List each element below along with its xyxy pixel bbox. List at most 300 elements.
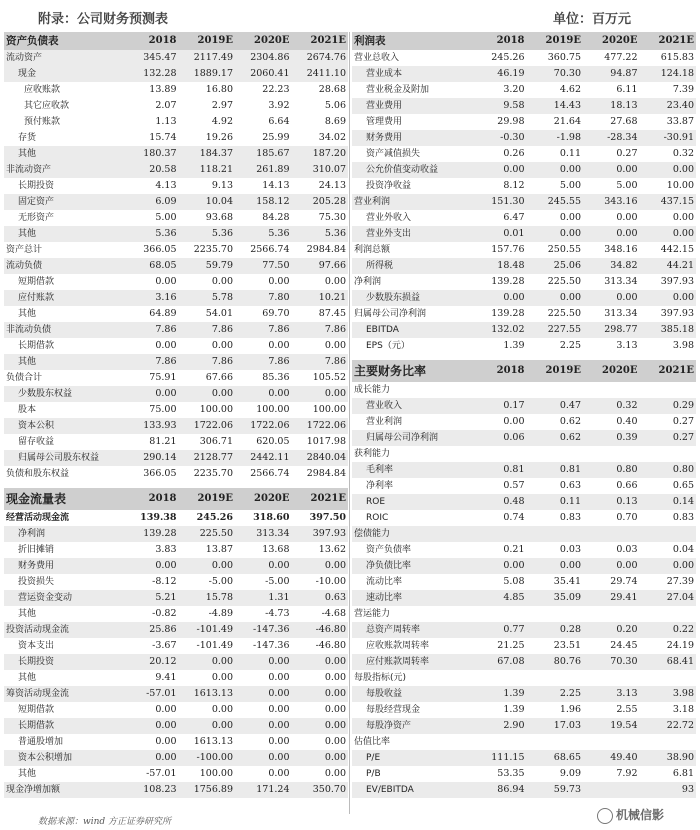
row-value: 185.67 <box>235 146 292 162</box>
row-label: P/E <box>352 750 470 766</box>
row-value: 0.26 <box>503 148 525 159</box>
table-row <box>4 702 348 718</box>
row-value: 5.36 <box>292 226 349 242</box>
table-row <box>4 782 348 798</box>
row-value: 100.00 <box>199 768 233 779</box>
row-label: 现金 <box>4 66 122 82</box>
row-value: 1.39 <box>503 340 525 351</box>
year-header: 2019E <box>527 32 584 50</box>
row-value: 0.00 <box>470 558 527 574</box>
table-row <box>4 606 348 622</box>
table-row <box>352 606 696 622</box>
row-value: 0.00 <box>211 340 233 351</box>
row-value: 139.28 <box>491 276 525 287</box>
row-value: 2060.41 <box>235 66 292 82</box>
row-label: 获利能力 <box>354 449 391 459</box>
row-value: 0.00 <box>527 290 584 306</box>
row-value: 360.75 <box>547 52 581 63</box>
table-row <box>352 162 696 178</box>
row-value <box>527 382 584 398</box>
row-label: 营业利润 <box>366 417 403 427</box>
income-header-row <box>352 32 696 50</box>
row-value: 350.70 <box>292 782 349 798</box>
row-value: 6.47 <box>503 212 525 223</box>
row-value: 2.90 <box>470 718 527 734</box>
row-label: 营业收入 <box>352 398 470 414</box>
row-value: 0.11 <box>559 148 581 159</box>
row-value: 0.00 <box>235 686 292 702</box>
row-value: 23.51 <box>553 640 581 651</box>
row-value: 0.00 <box>527 226 584 242</box>
row-value: 85.36 <box>262 372 290 383</box>
row-value: 7.86 <box>292 354 349 370</box>
row-value: 184.37 <box>179 146 236 162</box>
row-value: 245.55 <box>527 194 584 210</box>
row-value: 0.00 <box>324 768 346 779</box>
year-header: 2018 <box>470 360 527 382</box>
row-value: 1613.13 <box>193 736 233 747</box>
row-label: 营业外支出 <box>352 226 470 242</box>
row-label: 资本公积 <box>4 418 122 434</box>
row-value: 0.00 <box>324 672 346 683</box>
row-value: 0.17 <box>470 398 527 414</box>
row-value: 100.00 <box>199 404 233 415</box>
row-value <box>583 382 640 398</box>
balance-title: 资产负债表 <box>4 32 122 50</box>
row-value: -0.30 <box>470 130 527 146</box>
row-value: 442.15 <box>660 244 694 255</box>
row-label: 净负债比率 <box>352 558 470 574</box>
row-value: 25.99 <box>262 132 290 143</box>
table-row <box>352 306 696 322</box>
row-value: 1722.06 <box>292 418 349 434</box>
row-value: 313.34 <box>235 526 292 542</box>
row-value: 2984.84 <box>306 468 346 479</box>
row-value: 67.66 <box>205 372 233 383</box>
row-value: 0.00 <box>179 654 236 670</box>
table-row <box>352 510 696 526</box>
row-value: 0.77 <box>470 622 527 638</box>
row-label: 筹资活动现金流 <box>4 686 122 702</box>
table-row <box>4 130 348 146</box>
row-value: 75.91 <box>149 372 177 383</box>
row-value: 0.00 <box>503 416 525 427</box>
row-value: 24.13 <box>318 180 346 191</box>
data-source-note: 数据来源：wind 方正证券研究所 <box>38 817 172 827</box>
row-value <box>583 782 640 798</box>
income-statement-table <box>352 32 696 354</box>
row-value: 0.22 <box>640 622 697 638</box>
table-row <box>4 466 348 482</box>
row-value: 23.40 <box>640 98 697 114</box>
row-value: 0.03 <box>616 544 638 555</box>
row-label: 毛利率 <box>352 462 470 478</box>
row-value: 0.00 <box>268 768 290 779</box>
row-value: 0.00 <box>583 290 640 306</box>
row-label: 长期投资 <box>18 181 55 191</box>
row-value: 5.36 <box>122 226 179 242</box>
row-label: P/B <box>366 769 381 779</box>
table-row <box>4 686 348 702</box>
row-value: 100.00 <box>312 404 346 415</box>
table-row <box>352 290 696 306</box>
row-value: 0.00 <box>235 750 292 766</box>
row-value: 0.00 <box>324 704 346 715</box>
row-value: 7.92 <box>616 768 638 779</box>
row-value: 7.86 <box>235 322 292 338</box>
table-row <box>352 654 696 670</box>
table-row <box>352 322 696 338</box>
row-label: 营业税金及附加 <box>366 85 430 95</box>
table-row <box>352 338 696 354</box>
year-header: 2018 <box>122 488 179 510</box>
row-value: 0.00 <box>324 340 346 351</box>
year-header: 2018 <box>470 32 527 50</box>
row-value: 0.00 <box>122 558 179 574</box>
table-row <box>352 194 696 210</box>
row-value: 0.00 <box>235 558 292 574</box>
row-value: 0.01 <box>470 226 527 242</box>
table-row <box>352 210 696 226</box>
row-value: 0.00 <box>324 736 346 747</box>
row-value: 59.73 <box>527 782 584 798</box>
row-label: 其他 <box>18 673 37 683</box>
row-value: 38.90 <box>640 750 697 766</box>
row-value: 0.13 <box>583 494 640 510</box>
row-value: 0.00 <box>268 276 290 287</box>
table-row <box>4 734 348 750</box>
table-row <box>4 450 348 466</box>
table-row <box>4 354 348 370</box>
table-row <box>4 558 348 574</box>
year-header: 2021E <box>292 32 349 50</box>
row-value: 53.35 <box>497 768 525 779</box>
row-value: 124.18 <box>640 66 697 82</box>
table-row <box>352 82 696 98</box>
row-value: 1722.06 <box>179 418 236 434</box>
row-value: 27.04 <box>640 590 697 606</box>
row-value: 2235.70 <box>193 244 233 255</box>
row-value: 3.92 <box>268 100 290 111</box>
row-value <box>527 670 584 686</box>
row-value: 0.03 <box>559 544 581 555</box>
row-value: 13.62 <box>318 544 346 555</box>
row-value: 22.72 <box>640 718 697 734</box>
row-value: 3.83 <box>155 544 177 555</box>
row-value: 0.80 <box>640 462 697 478</box>
row-value: 306.71 <box>199 436 233 447</box>
row-value: 1.39 <box>503 704 525 715</box>
row-value: 366.05 <box>143 468 177 479</box>
row-value: -57.01 <box>122 686 179 702</box>
row-value: 24.45 <box>610 640 638 651</box>
balance-sheet-table <box>4 32 348 482</box>
row-label: 应付账款周转率 <box>352 654 470 670</box>
row-value: 70.30 <box>527 66 584 82</box>
row-label: EV/EBITDA <box>352 782 470 798</box>
row-label: 每股指标(元) <box>354 673 407 683</box>
row-value: 0.40 <box>616 416 638 427</box>
row-value: 2442.11 <box>235 450 292 466</box>
row-value: 3.13 <box>583 686 640 702</box>
row-label: 非流动负债 <box>4 322 122 338</box>
row-value: 0.00 <box>155 340 177 351</box>
row-value: -8.12 <box>152 576 177 587</box>
left-column <box>4 32 348 798</box>
table-row <box>352 670 696 686</box>
table-row <box>4 718 348 734</box>
row-value: 0.00 <box>179 386 236 402</box>
row-value: 1889.17 <box>179 66 236 82</box>
row-value: 33.87 <box>666 116 694 127</box>
row-value: 6.81 <box>672 768 694 779</box>
row-value: 0.00 <box>122 718 179 734</box>
row-label: 其他 <box>18 309 37 319</box>
row-value: 2.25 <box>559 340 581 351</box>
row-value: 81.21 <box>149 436 177 447</box>
row-value: 0.00 <box>268 340 290 351</box>
row-value: 2566.74 <box>250 244 290 255</box>
row-label: 无形资产 <box>18 213 55 223</box>
table-row <box>4 526 348 542</box>
row-value: 139.28 <box>122 526 179 542</box>
page-title: 附录：公司财务预测表 <box>38 12 169 27</box>
row-value: 18.13 <box>583 98 640 114</box>
row-value: 7.86 <box>179 322 236 338</box>
row-value: 22.23 <box>262 84 290 95</box>
row-value: 29.98 <box>497 116 525 127</box>
row-value: 225.50 <box>179 526 236 542</box>
row-label: 应收账款 <box>24 85 61 95</box>
row-label: 资产负债率 <box>366 545 412 555</box>
row-value: 385.18 <box>640 322 697 338</box>
row-value: 34.02 <box>318 132 346 143</box>
wechat-icon <box>597 808 613 824</box>
row-value: 0.00 <box>211 276 233 287</box>
row-value: -28.34 <box>583 130 640 146</box>
year-header: 2021E <box>292 488 349 510</box>
row-value: 0.32 <box>583 398 640 414</box>
table-row <box>4 290 348 306</box>
table-row <box>4 258 348 274</box>
row-value: 1.96 <box>559 704 581 715</box>
row-value: 2.97 <box>211 100 233 111</box>
row-label: 长期借款 <box>18 341 55 351</box>
cashflow-title: 现金流量表 <box>4 488 122 510</box>
row-value: 68.65 <box>527 750 584 766</box>
row-value: 0.39 <box>583 430 640 446</box>
row-value: 0.27 <box>640 430 697 446</box>
row-value: 7.86 <box>292 322 349 338</box>
row-value: -30.91 <box>640 130 697 146</box>
row-value: -101.49 <box>179 622 236 638</box>
row-label: 折旧摊销 <box>18 545 55 555</box>
row-label: 资产减值损失 <box>366 149 421 159</box>
row-value: 225.50 <box>547 308 581 319</box>
row-value: 0.62 <box>527 430 584 446</box>
row-value: 225.50 <box>547 276 581 287</box>
row-value: 8.12 <box>503 180 525 191</box>
row-value: 68.41 <box>640 654 697 670</box>
row-value <box>527 606 584 622</box>
row-value: 437.15 <box>640 194 697 210</box>
table-row <box>4 418 348 434</box>
row-value: 0.28 <box>527 622 584 638</box>
year-header: 2018 <box>122 32 179 50</box>
row-value: 0.00 <box>155 276 177 287</box>
row-value: 0.66 <box>616 480 638 491</box>
row-value: 0.00 <box>122 750 179 766</box>
row-value: 3.18 <box>672 704 694 715</box>
row-label: 负债合计 <box>6 373 43 383</box>
row-value: 318.60 <box>253 512 290 523</box>
table-row <box>352 734 696 750</box>
row-value: 0.00 <box>235 718 292 734</box>
year-header: 2021E <box>640 32 697 50</box>
row-value: 59.79 <box>179 258 236 274</box>
row-value: 7.86 <box>235 354 292 370</box>
cashflow-header-row <box>4 488 348 510</box>
table-row <box>4 162 348 178</box>
table-row <box>4 66 348 82</box>
row-value: 397.93 <box>660 276 694 287</box>
row-value: 2235.70 <box>193 468 233 479</box>
table-row <box>4 402 348 418</box>
row-value: 151.30 <box>470 194 527 210</box>
row-label: 营业费用 <box>352 98 470 114</box>
row-value: 0.00 <box>527 558 584 574</box>
row-value: 13.87 <box>205 544 233 555</box>
row-label: 少数股东损益 <box>352 290 470 306</box>
row-value: 139.28 <box>491 308 525 319</box>
row-value: 6.11 <box>616 84 638 95</box>
table-row <box>352 574 696 590</box>
year-header: 2020E <box>583 360 640 382</box>
row-value: 80.76 <box>527 654 584 670</box>
row-label: 经营活动现金流 <box>6 513 70 523</box>
table-row <box>352 146 696 162</box>
row-value: 0.00 <box>155 704 177 715</box>
row-value: -101.49 <box>196 640 233 651</box>
ratios-header-row <box>352 360 696 382</box>
row-value: 0.81 <box>470 462 527 478</box>
row-value: 2984.84 <box>306 244 346 255</box>
row-value: 93 <box>640 782 697 798</box>
row-label: 财务费用 <box>352 130 470 146</box>
row-value: 3.98 <box>672 340 694 351</box>
row-value: 133.93 <box>122 418 179 434</box>
row-value <box>640 670 697 686</box>
row-value: 9.09 <box>559 768 581 779</box>
table-row <box>352 638 696 654</box>
table-row <box>352 542 696 558</box>
row-label: 其他 <box>4 226 122 242</box>
row-value: 0.00 <box>235 386 292 402</box>
row-value <box>583 446 640 462</box>
row-value: 4.92 <box>211 116 233 127</box>
row-value: 397.93 <box>292 526 349 542</box>
row-value: 6.64 <box>268 116 290 127</box>
table-row <box>4 226 348 242</box>
row-value: 0.00 <box>292 558 349 574</box>
row-value: 0.00 <box>583 162 640 178</box>
year-header: 2019E <box>179 488 236 510</box>
row-label: EPS（元） <box>366 341 410 351</box>
table-row <box>352 430 696 446</box>
table-row <box>4 322 348 338</box>
row-value: 0.00 <box>292 686 349 702</box>
table-row <box>352 382 696 398</box>
row-value: 5.00 <box>155 212 177 223</box>
row-value: 158.12 <box>235 194 292 210</box>
row-label: ROE <box>352 494 470 510</box>
table-row <box>4 590 348 606</box>
row-label: 营业利润 <box>352 194 470 210</box>
table-row <box>352 66 696 82</box>
row-value: 227.55 <box>527 322 584 338</box>
row-value: 0.27 <box>616 148 638 159</box>
table-row <box>4 654 348 670</box>
table-row <box>4 338 348 354</box>
row-value: 0.00 <box>672 212 694 223</box>
row-value: 77.50 <box>235 258 292 274</box>
row-value: 620.05 <box>256 436 290 447</box>
table-row <box>4 242 348 258</box>
row-value: 21.64 <box>553 116 581 127</box>
row-value: 0.00 <box>235 654 292 670</box>
row-value: -46.80 <box>315 640 346 651</box>
row-value: 13.89 <box>149 84 177 95</box>
row-value: 615.83 <box>660 52 694 63</box>
row-value: 0.00 <box>268 704 290 715</box>
row-value: 5.21 <box>122 590 179 606</box>
row-value: 348.16 <box>604 244 638 255</box>
row-value: 1.31 <box>235 590 292 606</box>
row-value: 93.68 <box>205 212 233 223</box>
row-label: 留存收益 <box>18 437 55 447</box>
financial-ratios-table <box>352 360 696 798</box>
row-value: 205.28 <box>292 194 349 210</box>
row-value: 1.39 <box>470 686 527 702</box>
row-value: 366.05 <box>143 244 177 255</box>
row-label: 存货 <box>18 133 37 143</box>
table-row <box>4 146 348 162</box>
table-row <box>4 434 348 450</box>
row-label: 流动比率 <box>366 577 403 587</box>
table-row <box>4 114 348 130</box>
row-value: -5.00 <box>208 576 233 587</box>
row-value: 2840.04 <box>292 450 349 466</box>
row-value: 245.26 <box>491 52 525 63</box>
table-row <box>4 574 348 590</box>
row-value: 0.57 <box>503 480 525 491</box>
row-value: 0.00 <box>559 212 581 223</box>
row-value: 75.00 <box>149 404 177 415</box>
row-value: 5.06 <box>324 100 346 111</box>
table-row <box>352 558 696 574</box>
table-row <box>4 178 348 194</box>
row-value: 290.14 <box>122 450 179 466</box>
row-label: 少数股东权益 <box>4 386 122 402</box>
row-value: 132.02 <box>470 322 527 338</box>
row-value: 18.48 <box>470 258 527 274</box>
row-label: 管理费用 <box>366 117 403 127</box>
row-value: 0.27 <box>672 416 694 427</box>
row-value: 0.11 <box>527 494 584 510</box>
row-value <box>583 670 640 686</box>
row-value: 2674.76 <box>292 50 349 66</box>
table-row <box>352 258 696 274</box>
